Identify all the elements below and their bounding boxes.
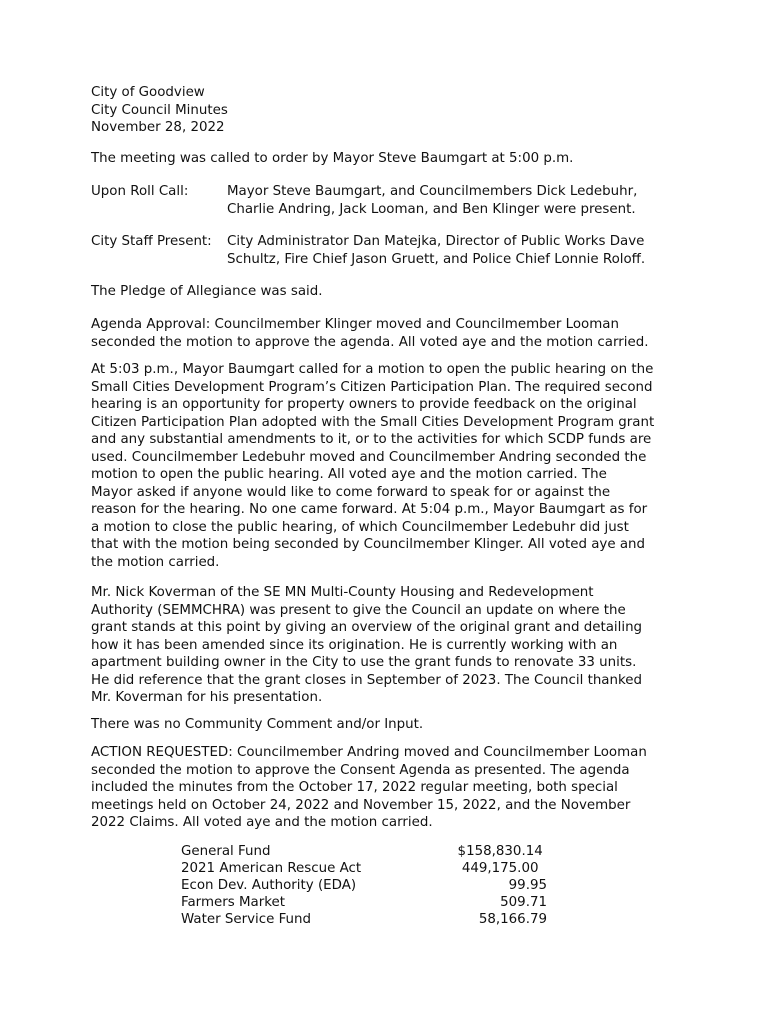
fund-amount: 449,175.00	[461, 861, 547, 876]
fund-amount: $158,830.14	[457, 844, 547, 859]
roll-call-label: Upon Roll Call:	[91, 184, 189, 199]
header-city: City of Goodview	[91, 85, 205, 100]
community-comment-paragraph	[91, 716, 423, 734]
roll-call-value	[227, 183, 637, 218]
fund-row	[181, 911, 547, 928]
fund-amount: 58,166.79	[478, 912, 547, 927]
paragraph-line: that with the motion being seconded by Councilmember Klinger. All voted aye and	[91, 537, 646, 552]
fund-name: Farmers Market	[181, 895, 285, 910]
pledge-paragraph	[91, 283, 323, 301]
paragraph-line: hearing is an opportunity for property owners to provide feedback on the original	[91, 397, 637, 412]
fund-name: 2021 American Rescue Act	[181, 861, 362, 876]
fund-row	[181, 860, 547, 877]
header-title: City Council Minutes	[91, 102, 228, 118]
paragraph-line: ACTION REQUESTED: Councilmember Andring moved and Councilmember Looman	[91, 745, 647, 760]
staff-present-line: Schultz, Fire Chief Jason Gruett, and Police Chief Lonnie Roloff.	[227, 251, 646, 267]
paragraph-line: included the minutes from the October 17, 2022 regular meeting, both special	[91, 780, 618, 795]
paragraph-line: how it has been amended since its origination. He is currently working with an	[91, 637, 618, 653]
agenda-approval-paragraph	[91, 316, 648, 351]
paragraph-line: and any substantial amendments to it, or to the activities for which SCDP funds are	[91, 432, 652, 447]
fund-row	[181, 877, 547, 894]
fund-name: Water Service Fund	[181, 912, 312, 927]
fund-name: General Fund	[181, 844, 271, 859]
community-comment-text: There was no Community Comment and/or Input.	[91, 717, 424, 732]
funds-table	[91, 843, 691, 933]
paragraph-line: Small Cities Development Program’s Citizen Participation Plan. The required second	[91, 379, 653, 395]
paragraph-line: Citizen Participation Plan adopted with the Small Cities Development Program grant	[91, 414, 655, 430]
paragraph-line: seconded the motion to approve the agenda. All voted aye and the motion carried.	[91, 334, 649, 350]
consent-agenda-paragraph	[91, 744, 647, 832]
staff-present-line: City Administrator Dan Matejka, Director of Public Works Dave	[227, 234, 645, 249]
staff-present-value	[227, 233, 645, 268]
paragraph-line: meetings held on October 24, 2022 and November 15, 2022, and the November	[91, 797, 631, 813]
paragraph-line: Mayor asked if anyone would like to come forward to speak for or against the	[91, 484, 611, 500]
staff-present-label: City Staff Present:	[91, 234, 212, 249]
paragraph-line: motion to open the public hearing. All voted aye and the motion carried. The	[91, 467, 607, 482]
header-date: November 28, 2022	[91, 120, 225, 135]
paragraph-line: Agenda Approval: Councilmember Klinger moved and Councilmember Looman	[91, 317, 619, 332]
paragraph-line: apartment building owner in the City to use the grant funds to renovate 33 units.	[91, 655, 637, 670]
pledge-text: The Pledge of Allegiance was said.	[91, 284, 323, 299]
paragraph-line: used. Councilmember Ledebuhr moved and Councilmember Andring seconded the	[91, 449, 647, 465]
document-header	[91, 84, 228, 137]
paragraph-line: 2022 Claims. All voted aye and the motion carried.	[91, 815, 433, 830]
paragraph-line: grant stands at this point by giving an overview of the original grant and detailing	[91, 620, 643, 635]
paragraph-line: seconded the motion to approve the Consent Agenda as presented. The agenda	[91, 762, 630, 778]
semmchra-paragraph	[91, 584, 642, 707]
call-to-order-text: The meeting was called to order by Mayor Steve Baumgart at 5:00 p.m.	[91, 151, 574, 166]
paragraph-line: reason for the hearing. No one came forward. At 5:04 p.m., Mayor Baumgart as for	[91, 502, 648, 517]
paragraph-line: a motion to close the public hearing, of which Councilmember Ledebuhr did just	[91, 519, 629, 535]
call-to-order-paragraph	[91, 150, 573, 168]
paragraph-line: He did reference that the grant closes in September of 2023. The Council thanked	[91, 672, 643, 688]
fund-amount: 509.71	[500, 895, 547, 910]
fund-row	[181, 843, 547, 860]
public-hearing-paragraph	[91, 361, 654, 571]
roll-call-line: Mayor Steve Baumgart, and Councilmembers Dick Ledebuhr,	[227, 184, 638, 199]
fund-row	[181, 894, 547, 911]
paragraph-line: Mr. Koverman for his presentation.	[91, 690, 323, 705]
paragraph-line: Authority (SEMMCHRA) was present to give the Council an update on where the	[91, 602, 626, 618]
fund-amount: 99.95	[508, 878, 547, 893]
paragraph-line: At 5:03 p.m., Mayor Baumgart called for a motion to open the public hearing on the	[91, 362, 654, 377]
roll-call-line: Charlie Andring, Jack Looman, and Ben Klinger were present.	[227, 201, 636, 217]
paragraph-line: the motion carried.	[91, 554, 220, 570]
fund-name: Econ Dev. Authority (EDA)	[181, 878, 357, 893]
paragraph-line: Mr. Nick Koverman of the SE MN Multi-County Housing and Redevelopment	[91, 585, 594, 600]
